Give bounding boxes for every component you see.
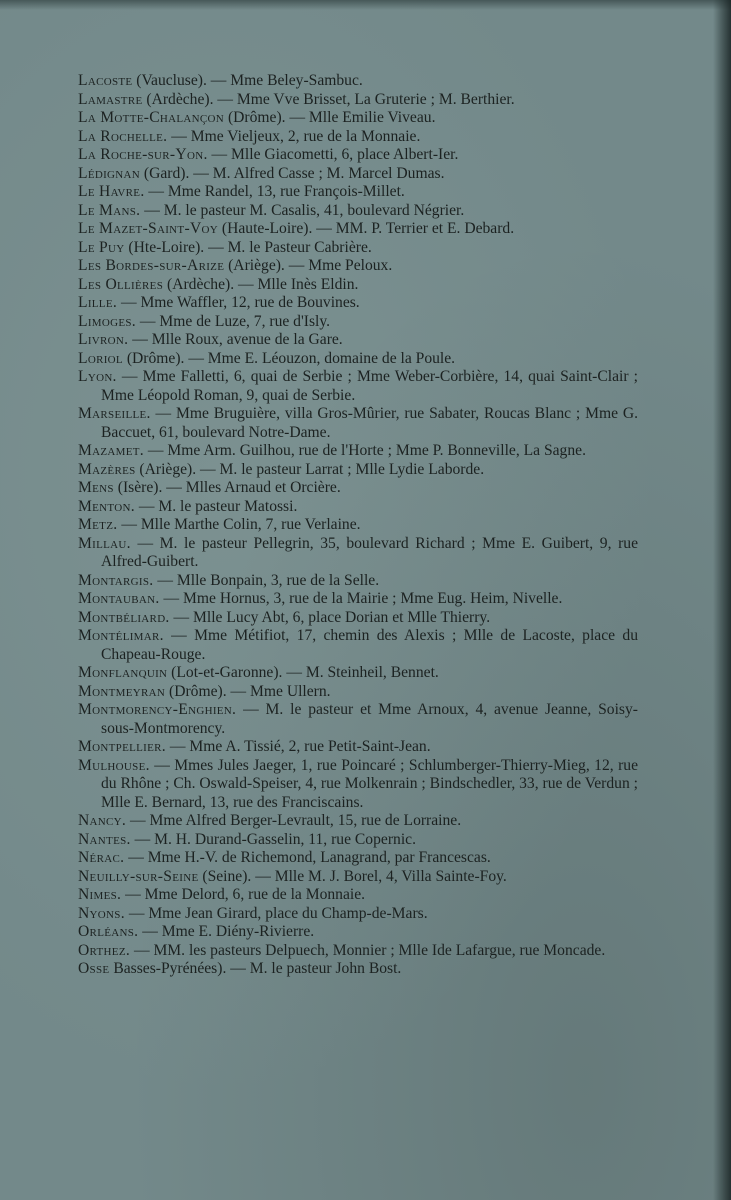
list-item xyxy=(78,572,638,591)
entry-details: — Mme Alfred Berger-Levrault, 15, rue de Lorraine. xyxy=(126,812,462,829)
place-name: Montbéliard. xyxy=(78,608,170,626)
list-item xyxy=(78,239,638,258)
place-name: Les Bordes-sur-Arize xyxy=(78,257,225,274)
place-name: Nérac. xyxy=(78,849,125,866)
entry-details: — Mlle Roux, avenue de la Gare. xyxy=(128,331,343,348)
place-name: Mens xyxy=(78,479,114,496)
place-name: Montmeyran xyxy=(78,682,166,700)
place-name: Lille. xyxy=(78,294,118,311)
entry-details: — Mlle Bonpain, 3, rue de la Selle. xyxy=(153,571,380,589)
place-name: Le Mazet-Saint-Voy xyxy=(78,220,218,237)
entry-details: (Seine). — Mlle M. J. Borel, 4, Villa Sainte-Foy. xyxy=(198,867,507,885)
list-item xyxy=(78,405,638,442)
place-name: Le Puy xyxy=(78,238,125,256)
list-item xyxy=(78,627,638,664)
place-name: Millau. xyxy=(78,534,131,552)
place-name: Lacoste xyxy=(78,72,133,89)
place-name: Les Ollières xyxy=(78,275,164,293)
entry-details: (Drôme). — Mme Ullern. xyxy=(165,682,331,700)
entry-details: — MM. les pasteurs Delpuech, Monnier ; Mlle Ide Lafargue, rue Moncade. xyxy=(130,941,606,959)
entry-details: — Mme Jean Girard, place du Champ-de-Mars. xyxy=(124,904,428,922)
list-item xyxy=(78,849,638,868)
entry-details: — Mmes Jules Jaeger, 1, rue Poincaré ; Schlumberger-Thierry-Mieg, 12, rue du Rhône ; Ch. Oswald-Speiser, 4, rue Molkenrain ; Bindschedler, 33, rue de Verdun ; Mlle E. Bernard, 13, rue des Franciscains. xyxy=(101,756,638,811)
entry-details: — Mme Randel, 13, rue François-Millet. xyxy=(144,183,405,200)
entry-details: (Hte-Loire). — M. le Pasteur Cabrière. xyxy=(124,238,372,256)
place-name: Montmorency-Enghien. xyxy=(78,701,237,718)
place-name: Montargis. xyxy=(78,571,154,589)
list-item xyxy=(78,701,638,738)
place-name: Nyons. xyxy=(78,904,125,922)
entry-details: (Gard). — M. Alfred Casse ; M. Marcel Dumas. xyxy=(140,164,445,182)
entry-details: — Mme de Luze, 7, rue d'Isly. xyxy=(136,312,331,330)
list-item xyxy=(78,109,638,128)
list-item xyxy=(78,831,638,850)
list-item xyxy=(78,128,638,147)
entry-details: (Ariège). — Mme Peloux. xyxy=(224,257,393,274)
list-item xyxy=(78,498,638,517)
list-item xyxy=(78,220,638,239)
place-name: Montpellier. xyxy=(78,738,166,755)
entry-details: (Drôme). — Mme E. Léouzon, domaine de la Poule. xyxy=(122,349,456,367)
entry-details: (Ardèche). — Mme Vve Brisset, La Gruterie ; M. Berthier. xyxy=(142,90,515,108)
entry-details: — M. H. Durand-Gasselin, 11, rue Copernic. xyxy=(130,830,416,848)
entry-details: (Vaucluse). — Mme Beley-Sambuc. xyxy=(132,72,363,89)
list-item xyxy=(78,72,638,91)
list-item xyxy=(78,886,638,905)
page-top-shadow xyxy=(0,0,731,10)
place-name: Le Havre. xyxy=(78,183,145,200)
entry-details: (Lot-et-Garonne). — M. Steinheil, Bennet. xyxy=(167,664,439,681)
entry-details: — Mlle Lucy Abt, 6, place Dorian et Mlle Thierry. xyxy=(169,608,491,626)
place-name: Limoges. xyxy=(78,312,136,330)
entry-details: — Mlle Marthe Colin, 7, rue Verlaine. xyxy=(117,516,361,533)
entry-details: — Mme Waffler, 12, rue de Bouvines. xyxy=(117,294,360,311)
place-name: Metz. xyxy=(78,516,118,533)
entry-details: — Mme Métifiot, 17, chemin des Alexis ; Mlle de Lacoste, place du Chapeau-Rouge. xyxy=(101,627,638,663)
list-item xyxy=(78,313,638,332)
list-item xyxy=(78,276,638,295)
list-item xyxy=(78,609,638,628)
entry-details: — Mme Bruguière, villa Gros-Mûrier, rue Sabater, Roucas Blanc ; Mme G. Baccuet, 61, boulevard Notre-Dame. xyxy=(101,405,638,441)
place-name: Mulhouse. xyxy=(78,756,150,774)
place-name: Loriol xyxy=(78,349,123,367)
list-item xyxy=(78,590,638,609)
list-item xyxy=(78,91,638,110)
place-name: La Roche-sur-Yon. xyxy=(78,146,208,163)
list-item xyxy=(78,183,638,202)
list-item xyxy=(78,350,638,369)
entry-details: — Mlle Giacometti, 6, place Albert-Ier. xyxy=(207,146,459,163)
entry-details: — Mme E. Diény-Rivierre. xyxy=(138,923,315,940)
entry-details: — M. le pasteur Pellegrin, 35, boulevard Richard ; Mme E. Guibert, 9, rue Alfred-Guibert. xyxy=(101,534,638,570)
place-name: Le Mans. xyxy=(78,201,141,219)
place-name: Livron. xyxy=(78,331,129,348)
place-name: La Motte-Chalançon xyxy=(78,109,225,126)
place-name: Lamastre xyxy=(78,90,143,108)
list-item xyxy=(78,479,638,498)
list-item xyxy=(78,683,638,702)
place-name: Lyon. xyxy=(78,368,117,385)
list-item xyxy=(78,942,638,961)
list-item xyxy=(78,461,638,480)
list-item xyxy=(78,257,638,276)
place-name: Osse xyxy=(78,960,110,977)
entry-details: — Mme Vieljeux, 2, rue de la Monnaie. xyxy=(167,127,421,145)
list-item xyxy=(78,294,638,313)
list-item xyxy=(78,535,638,572)
entry-details: Basses-Pyrénées). — M. le pasteur John Bost. xyxy=(109,960,402,977)
list-item xyxy=(78,146,638,165)
place-name: Monflanquin xyxy=(78,664,168,681)
list-item xyxy=(78,905,638,924)
list-item xyxy=(78,960,638,979)
place-name: Nimes. xyxy=(78,886,122,903)
place-name: Mazamet. xyxy=(78,442,144,459)
entry-details: (Isère). — Mlles Arnaud et Orcière. xyxy=(113,479,341,496)
entry-details: (Ardèche). — Mlle Inès Eldin. xyxy=(163,275,359,293)
entry-details: — Mme Hornus, 3, rue de la Mairie ; Mme Eug. Heim, Nivelle. xyxy=(159,590,563,607)
place-name: Orléans. xyxy=(78,923,139,940)
place-name: Montélimar. xyxy=(78,627,164,644)
place-name: Nancy. xyxy=(78,812,127,829)
list-item xyxy=(78,202,638,221)
list-item xyxy=(78,812,638,831)
place-name: Marseille. xyxy=(78,405,151,422)
list-item xyxy=(78,868,638,887)
entry-details: — Mme Falletti, 6, quai de Serbie ; Mme Weber-Corbière, 14, quai Saint-Clair ; Mme Léopold Roman, 9, quai de Serbie. xyxy=(101,368,638,404)
entry-details: — Mme H.-V. de Richemond, Lanagrand, par Francescas. xyxy=(124,849,491,866)
place-name: Lédignan xyxy=(78,164,141,182)
place-name: Menton. xyxy=(78,497,135,515)
place-name: Orthez. xyxy=(78,941,131,959)
list-item xyxy=(78,368,638,405)
list-item xyxy=(78,442,638,461)
place-name: Mazères xyxy=(78,460,136,478)
list-item xyxy=(78,331,638,350)
entry-details: (Drôme). — Mlle Emilie Viveau. xyxy=(224,109,436,126)
list-item xyxy=(78,923,638,942)
entry-details: — M. le pasteur Matossi. xyxy=(134,497,298,515)
list-item xyxy=(78,165,638,184)
entry-details: — Mme A. Tissié, 2, rue Petit-Saint-Jean. xyxy=(165,738,431,755)
list-item xyxy=(78,516,638,535)
entry-details: — M. le pasteur et Mme Arnoux, 4, avenue Jeanne, Soisy-sous-Montmorency. xyxy=(101,701,638,737)
place-name: Montauban. xyxy=(78,590,160,607)
entry-details: (Ariège). — M. le pasteur Larrat ; Mlle Lydie Laborde. xyxy=(135,460,485,478)
entry-details: — Mme Arm. Guilhou, rue de l'Horte ; Mme P. Bonneville, La Sagne. xyxy=(144,442,586,459)
entry-details: (Haute-Loire). — MM. P. Terrier et E. Debard. xyxy=(218,220,515,237)
entry-details: — M. le pasteur M. Casalis, 41, boulevard Négrier. xyxy=(140,201,465,219)
address-list xyxy=(78,72,638,979)
list-item xyxy=(78,757,638,813)
place-name: Nantes. xyxy=(78,830,131,848)
list-item xyxy=(78,738,638,757)
place-name: Neuilly-sur-Seine xyxy=(78,867,199,885)
entry-details: — Mme Delord, 6, rue de la Monnaie. xyxy=(121,886,366,903)
list-item xyxy=(78,664,638,683)
place-name: La Rochelle. xyxy=(78,127,168,145)
page-right-edge xyxy=(713,0,731,1200)
